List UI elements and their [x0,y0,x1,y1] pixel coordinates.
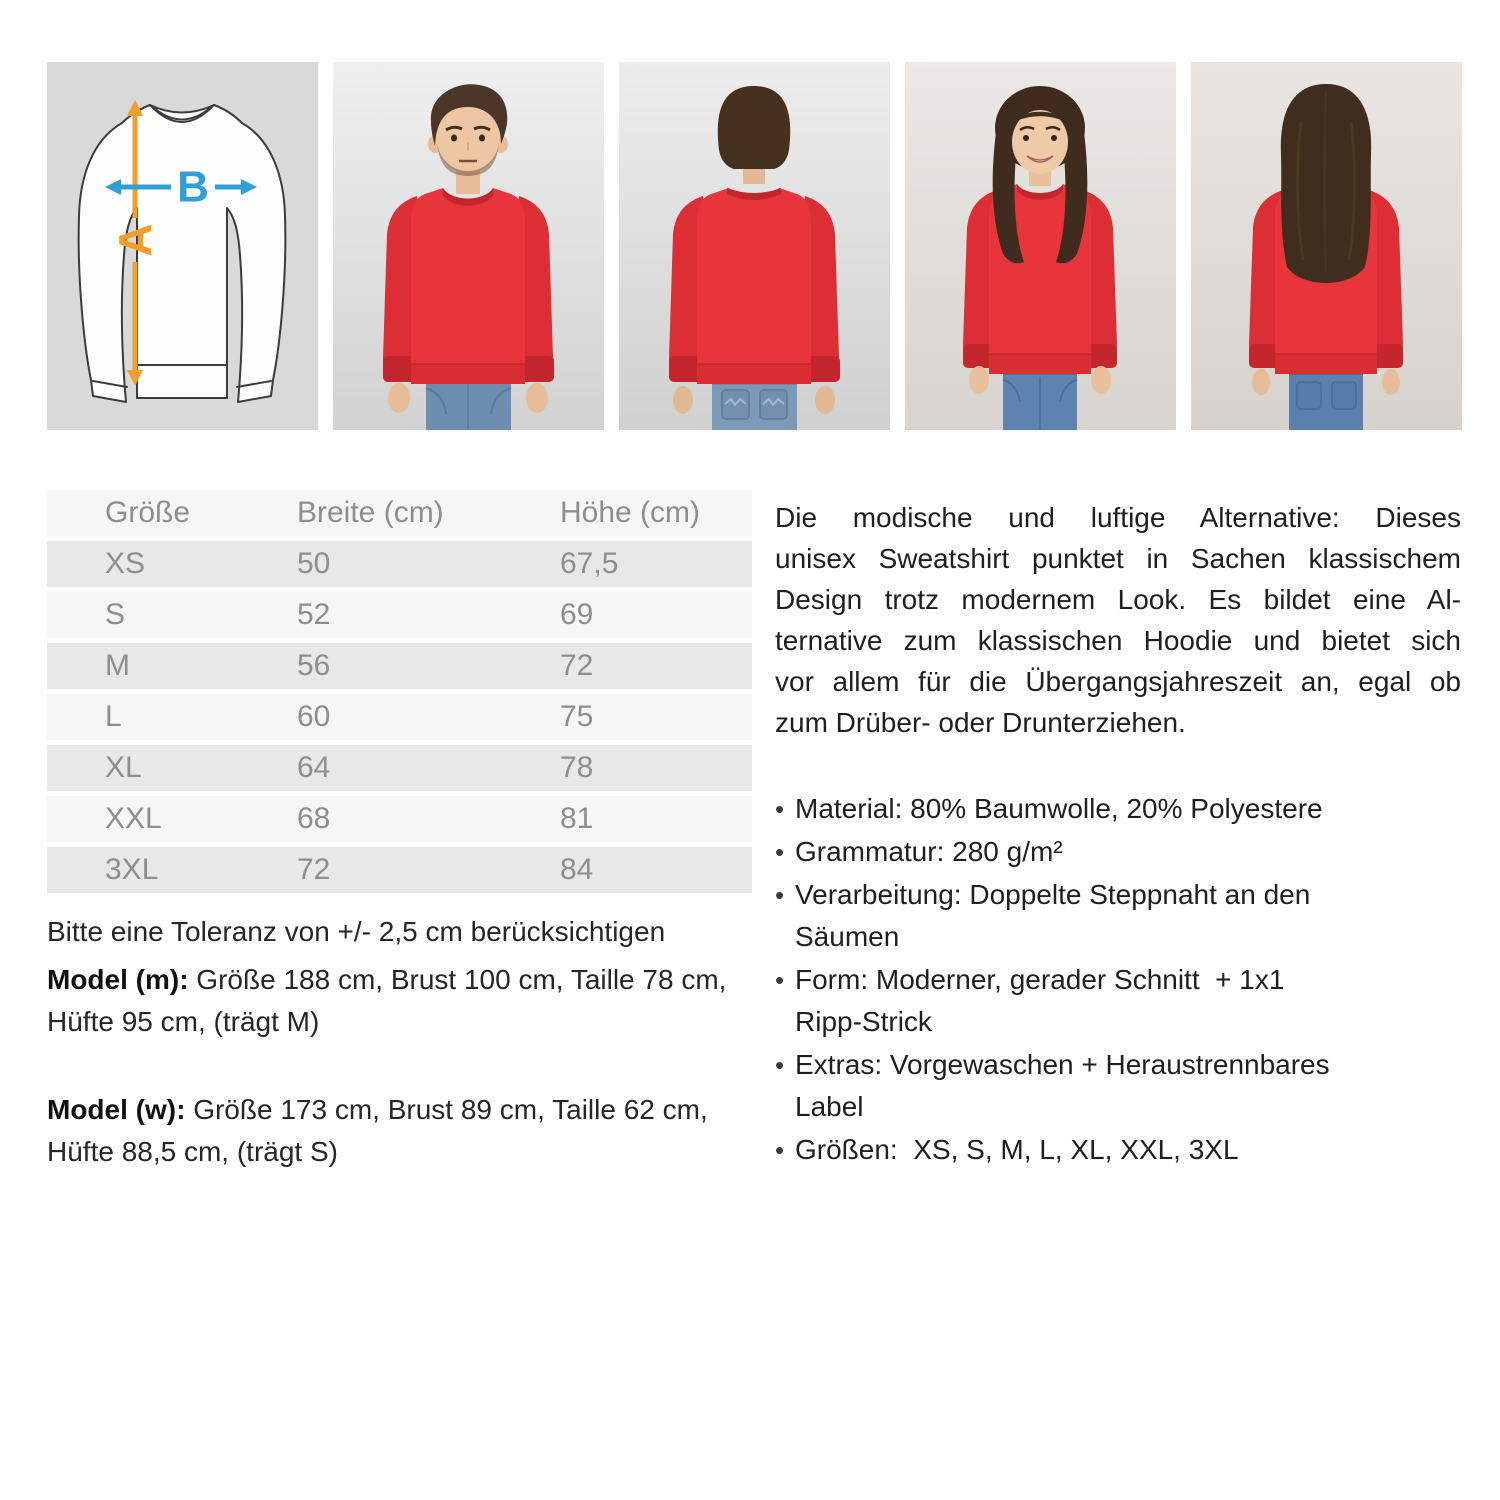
hand [673,386,693,414]
size-section [47,490,752,1173]
eye [1023,135,1029,141]
hand [1091,366,1111,394]
eye [479,135,485,142]
tolerance-note: Bitte eine Toleranz von +/- 2,5 cm berücksichtigen [47,916,666,947]
product-photo-female-back [1191,62,1462,430]
feature-item-line: • Größen: XS, S, M, L, XL, XXL, 3XL [795,1134,1239,1165]
size-table-cell: 81 [560,796,752,847]
size-table-cell: 52 [297,592,560,643]
size-table-row [47,694,752,745]
feature-item [775,1129,1461,1171]
size-table-row [47,541,752,592]
sweatshirt [383,188,554,384]
model-w-text: Größe 173 cm, Brust 89 cm, Taille 62 cm, Hüfte 88,5 cm, (trägt S) [47,1094,708,1167]
jeans [1289,368,1363,430]
hair [718,86,791,169]
eye [1051,135,1057,141]
feature-item-line: Ripp-Strick [795,1006,932,1037]
model-m-info [47,959,752,1043]
eye [451,135,457,142]
feature-item [775,959,1461,1043]
hand [815,386,835,414]
size-table-cell: XXL [47,796,297,847]
jeans [1003,368,1077,430]
product-photo-male-front [333,62,604,430]
feature-item-line: • Form: Moderner, gerader Schnitt + 1x1 [795,964,1285,995]
feature-item-line: Label [795,1091,864,1122]
hair [1281,84,1371,283]
model-w-info [47,1089,752,1173]
feature-item [775,874,1461,958]
product-photo-female-front [905,62,1176,430]
hand [969,366,989,394]
size-table-row [47,796,752,847]
size-table-cell: 75 [560,694,752,745]
description-line: vor allem für die Übergangsjahreszeit an, egal ob [775,666,1461,697]
size-table-row [47,643,752,694]
hand [1382,369,1400,395]
size-table-cell: 78 [560,745,752,796]
face [1012,110,1068,174]
feature-item-line: • Extras: Vorgewaschen + Heraustrennbares [795,1049,1330,1080]
feature-item-line: Säumen [795,921,900,952]
size-table-body [47,541,752,898]
product-description [775,497,1461,743]
size-table-cell: 60 [297,694,560,745]
size-table-cell: 68 [297,796,560,847]
sweatshirt [669,188,840,384]
description-line: Design trotz modernem Look. Es bildet eine Al- [775,584,1461,615]
description-line: Die modische und luftige Alternative: Dieses [775,502,1461,533]
size-table-cell: 84 [560,847,752,898]
size-table-cell: L [47,694,297,745]
hand [388,383,410,413]
size-table-cell: 67,5 [560,541,752,592]
size-diagram-image [47,62,318,430]
size-table-cell: 72 [560,643,752,694]
description-section [775,497,1461,1172]
size-table-cell: XL [47,745,297,796]
size-table-column-header: Größe [47,490,297,541]
size-table-cell: M [47,643,297,694]
hand [526,383,548,413]
model-m-label: Model (m): [47,964,189,995]
description-line: zum Drüber- oder Drunterziehen. [775,707,1186,738]
size-table-row [47,592,752,643]
sweatshirt [963,184,1117,374]
model-w-label: Model (w): [47,1094,186,1125]
hand [1252,369,1270,395]
feature-item [775,1044,1461,1128]
size-table-cell: XS [47,541,297,592]
feature-item-line: • Grammatur: 280 g/m² [795,836,1063,867]
description-line: ternative zum klassischen Hoodie und bietet sich [775,625,1461,656]
feature-item-line: • Material: 80% Baumwolle, 20% Polyestere [795,793,1323,824]
size-table-cell: 56 [297,643,560,694]
size-table-cell: 3XL [47,847,297,898]
feature-item [775,831,1461,873]
description-line: unisex Sweatshirt punktet in Sachen klassischem [775,543,1461,574]
size-table-cell: 72 [297,847,560,898]
feature-item-line: • Verarbeitung: Doppelte Steppnaht an den [795,879,1311,910]
size-table-row [47,745,752,796]
arrow-label-a: A [109,223,161,257]
product-photo-male-back [619,62,890,430]
size-table-cell: 64 [297,745,560,796]
size-table-column-header: Breite (cm) [297,490,560,541]
size-table-cell: S [47,592,297,643]
product-image-row [47,62,1462,430]
size-table-row [47,847,752,898]
size-table-cell: 69 [560,592,752,643]
size-table-column-header: Höhe (cm) [560,490,752,541]
feature-item [775,788,1461,830]
size-table [47,490,752,898]
feature-list [775,788,1461,1171]
model-m-text: Größe 188 cm, Brust 100 cm, Taille 78 cm, Hüfte 95 cm, (trägt M) [47,964,727,1037]
size-table-cell: 50 [297,541,560,592]
size-table-header-row [47,490,752,541]
arrow-label-b: B [177,162,209,212]
